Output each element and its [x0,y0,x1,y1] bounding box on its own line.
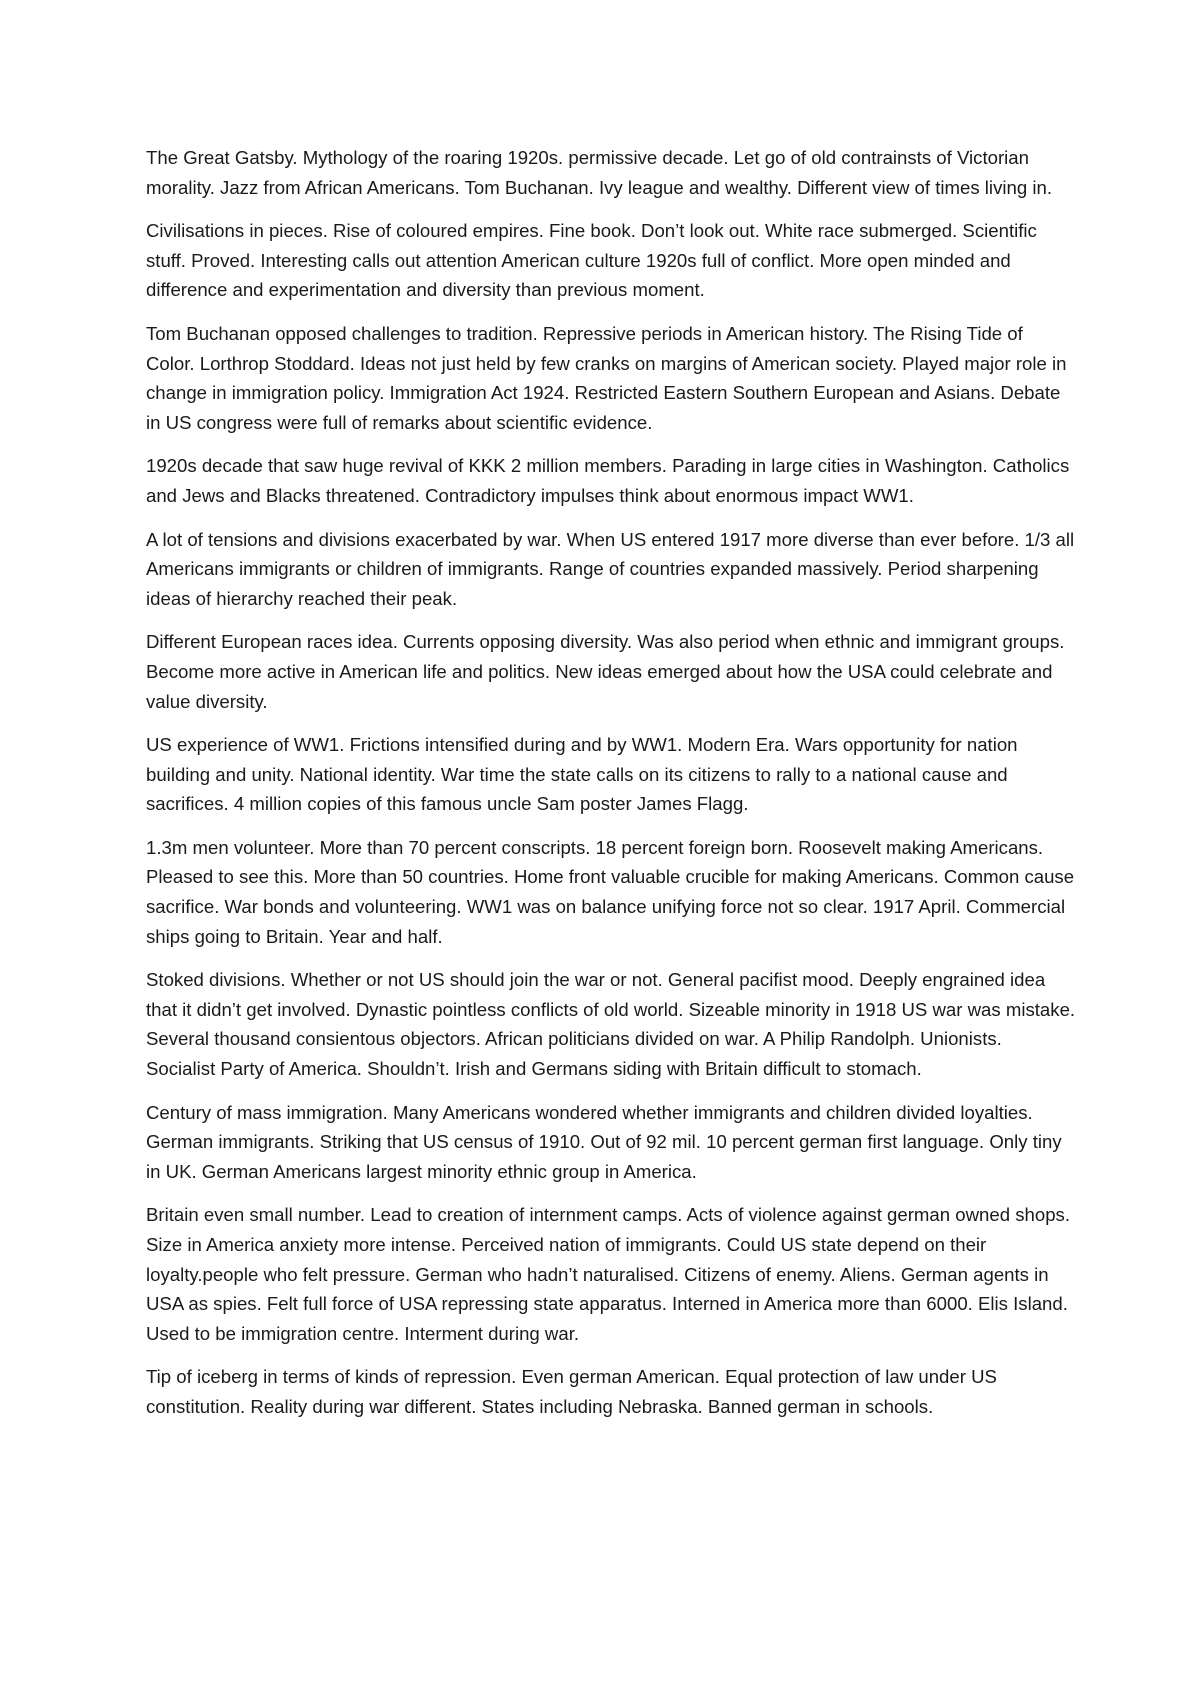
paragraph-9: Stoked divisions. Whether or not US should join the war or not. General pacifist mood. Deeply engrained idea that it didn’t get involved. Dynastic pointless conflicts of old world. Sizeable minority in 1918 US war was mistake. Several thousand consientous objectors. African politicians divided on war. A Philip Randolph. Unionists. Socialist Party of America. Shouldn’t. Irish and Germans siding with Britain difficult to stomach. [146,969,1076,1080]
paragraph-8: 1.3m men volunteer. More than 70 percent conscripts. 18 percent foreign born. Roosevelt making Americans. Pleased to see this. More than 50 countries. Home front valuable crucible for making Americans. Common cause sacrifice. War bonds and volunteering. WW1 was on balance unifying force not so clear. 1917 April. Commercial ships going to Britain. Year and half. [146,836,1075,947]
document-body [146,143,1076,1436]
paragraph-12: Tip of iceberg in terms of kinds of repression. Even german American. Equal protection of law under US constitution. Reality during war different. States including Nebraska. Banned german in schools. [146,1366,997,1417]
paragraph-3: Tom Buchanan opposed challenges to tradition. Repressive periods in American history. The Rising Tide of Color. Lorthrop Stoddard. Ideas not just held by few cranks on margins of American society. Played major role in change in immigration policy. Immigration Act 1924. Restricted Eastern Southern European and Asians. Debate in US congress were full of remarks about scientific evidence. [146,322,1067,433]
paragraph-6: Different European races idea. Currents opposing diversity. Was also period when ethnic and immigrant groups. Become more active in American life and politics. New ideas emerged about how the USA could celebrate and value diversity. [146,631,1065,712]
paragraph-10: Century of mass immigration. Many Americans wondered whether immigrants and children divided loyalties. German immigrants. Striking that US census of 1910. Out of 92 mil. 10 percent german first language. Only tiny in UK. German Americans largest minority ethnic group in America. [146,1101,1062,1182]
paragraph-4: 1920s decade that saw huge revival of KKK 2 million members. Parading in large cities in Washington. Catholics and Jews and Blacks threatened. Contradictory impulses think about enormous impact WW1. [146,455,1070,506]
paragraph-7: US experience of WW1. Frictions intensified during and by WW1. Modern Era. Wars opportunity for nation building and unity. National identity. War time the state calls on its citizens to rally to a national cause and sacrifices. 4 million copies of this famous uncle Sam poster James Flagg. [146,734,1018,815]
paragraph-5: A lot of tensions and divisions exacerbated by war. When US entered 1917 more diverse than ever before. 1/3 all Americans immigrants or children of immigrants. Range of countries expanded massively. Period sharpening ideas of hierarchy reached their peak. [146,528,1075,609]
paragraph-1: The Great Gatsby. Mythology of the roaring 1920s. permissive decade. Let go of old contrainsts of Victorian morality. Jazz from African Americans. Tom Buchanan. Ivy league and wealthy. Different view of times living in. [146,147,1052,198]
paragraph-11: Britain even small number. Lead to creation of internment camps. Acts of violence against german owned shops. Size in America anxiety more intense. Perceived nation of immigrants. Could US state depend on their loyalty.people who felt pressure. German who hadn’t naturalised. Citizens of enemy. Aliens. German agents in USA as spies. Felt full force of USA repressing state apparatus. Interned in America more than 6000. Elis Island. Used to be immigration centre. Interment during war. [146,1204,1070,1344]
paragraph-2: Civilisations in pieces. Rise of coloured empires. Fine book. Don’t look out. White race submerged. Scientific stuff. Proved. Interesting calls out attention American culture 1920s full of conflict. More open minded and difference and experimentation and diversity than previous moment. [146,220,1037,301]
